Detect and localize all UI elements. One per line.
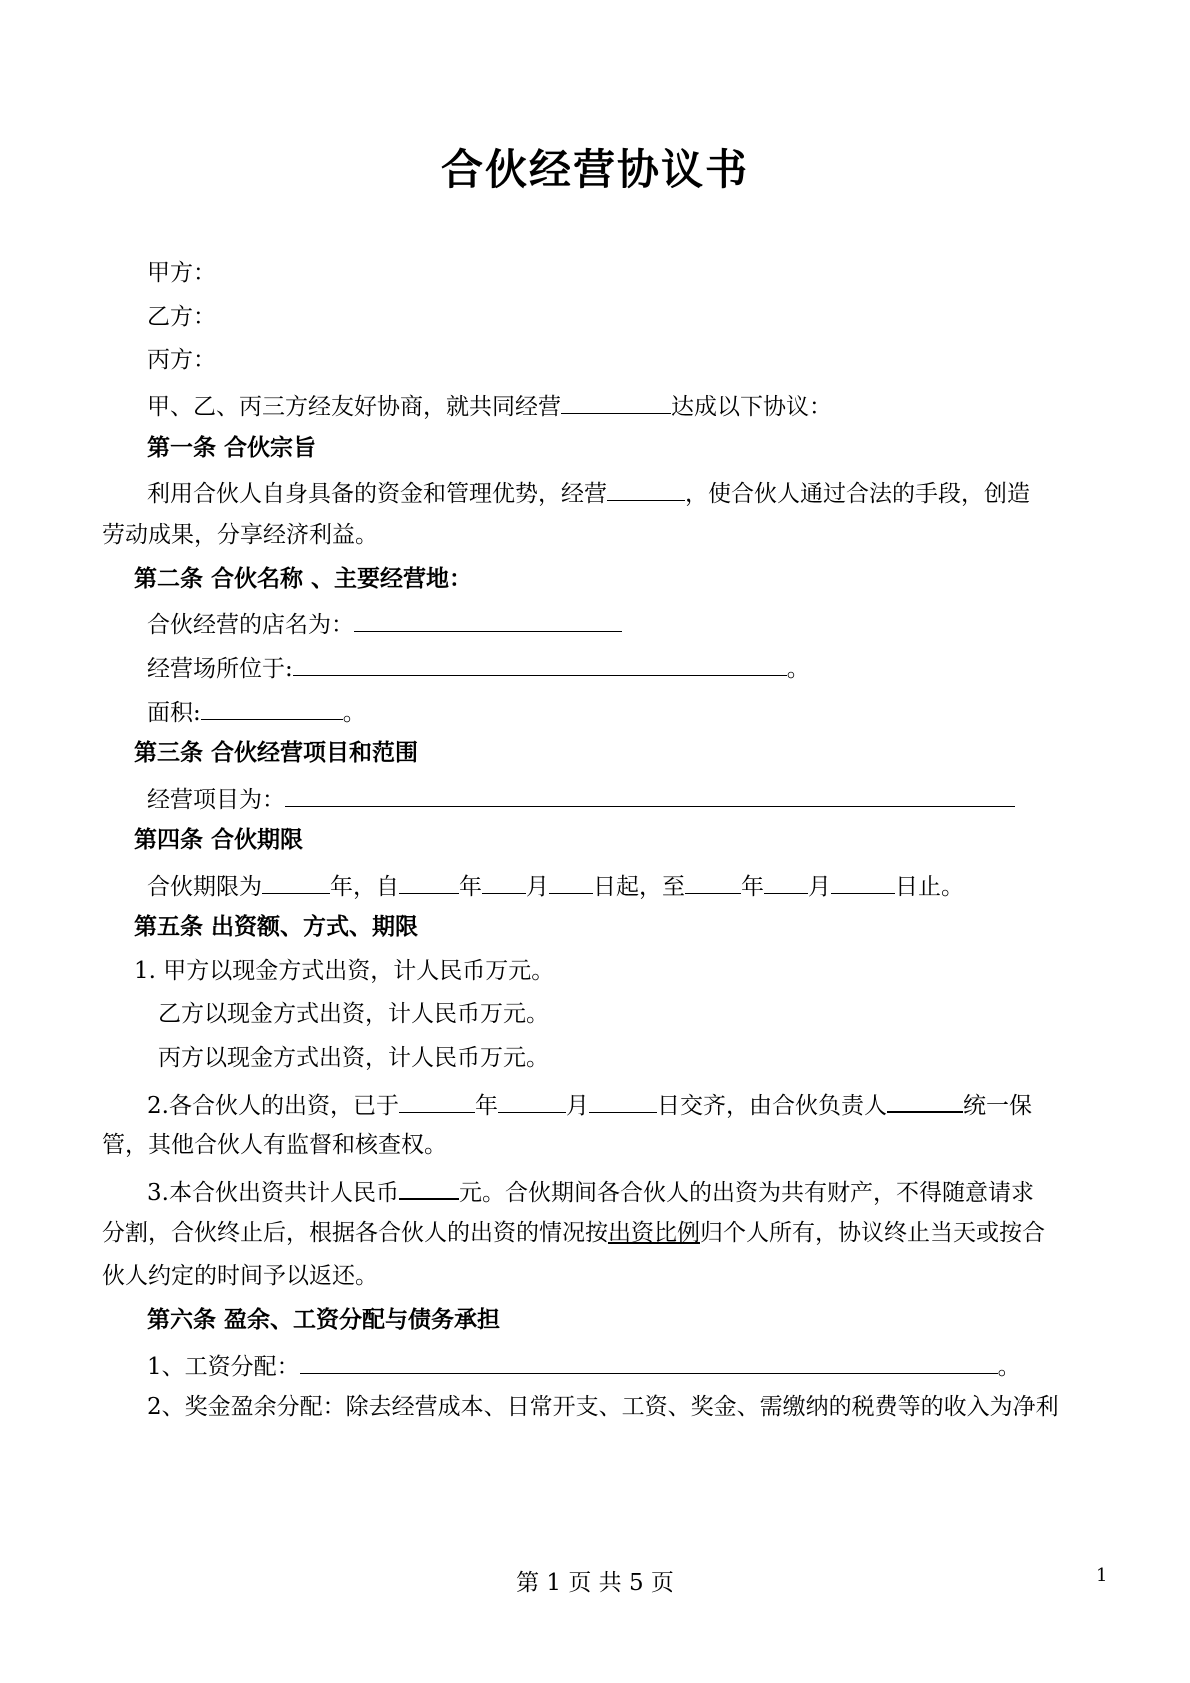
term-text-4: 月 <box>526 874 549 900</box>
intro-before: 甲、乙、丙三方经友好协商，就共同经营 <box>147 394 561 420</box>
contribution-c: 丙方以现金方式出资，计人民币万元。 <box>158 1045 549 1071</box>
term-text-1: 合伙期限为 <box>147 874 262 900</box>
payment-text-4: 日交齐，由合伙负责人 <box>656 1093 887 1119</box>
paid-year-blank <box>399 1088 475 1113</box>
term-text-7: 月 <box>808 874 831 900</box>
term-line <box>147 869 964 902</box>
capital-text-3: 分割，合伙终止后，根据各合伙人的出资的情况按 <box>102 1220 608 1246</box>
capital-line-3: 伙人约定的时间予以返还。 <box>102 1263 378 1289</box>
payment-text-5: 统一保 <box>962 1093 1032 1119</box>
paid-day-blank <box>589 1088 657 1113</box>
shop-name-blank <box>354 607 622 632</box>
contribution-a: 1. 甲方以现金方式出资，计人民币万元。 <box>134 958 555 984</box>
location-blank <box>293 651 787 676</box>
term-text-5: 日起，至 <box>593 874 685 900</box>
term-text-3: 年 <box>459 874 482 900</box>
article-1-text-before: 利用合伙人自身具备的资金和管理优势，经营 <box>147 481 607 507</box>
payment-text-2: 年 <box>474 1093 498 1119</box>
business-blank <box>561 389 671 414</box>
capital-text-4: 归个人所有，协议终止当天或按合 <box>700 1220 1045 1246</box>
payment-line-1 <box>147 1087 1032 1121</box>
article-3-heading: 第三条 合伙经营项目和范围 <box>134 740 419 766</box>
end-day-blank <box>831 869 895 894</box>
article-1-text-after: ，使合伙人通过合法的手段，创造 <box>685 481 1030 507</box>
wage-end: 。 <box>997 1354 1021 1380</box>
capital-text-1: 3.本合伙出资共计人民币 <box>147 1180 399 1206</box>
party-a-label: 甲方： <box>147 260 216 286</box>
area-label: 面积: <box>147 700 201 726</box>
business-items-line <box>147 782 1015 815</box>
end-year-blank <box>685 869 741 894</box>
article-4-heading: 第四条 合伙期限 <box>134 827 304 853</box>
term-text-8: 日止。 <box>895 874 964 900</box>
party-c-label: 丙方： <box>147 347 216 373</box>
article-1-line-1 <box>147 476 1030 509</box>
payment-text-3: 月 <box>565 1093 589 1119</box>
document-title: 合伙经营协议书 <box>440 145 749 194</box>
intro-after: 达成以下协议： <box>671 394 832 420</box>
page-number: 1 <box>1096 1565 1108 1586</box>
manager-blank <box>887 1087 963 1113</box>
shop-name-label: 合伙经营的店名为： <box>147 612 354 638</box>
location-label: 经营场所位于: <box>147 656 293 682</box>
area-end: 。 <box>342 700 366 726</box>
payment-line-2: 管，其他合伙人有监督和核查权。 <box>102 1132 447 1158</box>
article-6-heading: 第六条 盈余、工资分配与债务承担 <box>147 1307 501 1333</box>
wage-label: 1、工资分配： <box>147 1354 300 1380</box>
location-end: 。 <box>786 656 810 682</box>
business-items-label: 经营项目为： <box>147 787 285 813</box>
capital-line-1 <box>147 1174 1034 1208</box>
term-years-blank <box>262 869 330 894</box>
party-b-label: 乙方： <box>147 304 216 330</box>
area-blank <box>201 695 343 720</box>
operation-blank <box>607 476 685 501</box>
article-2-heading: 第二条 合伙名称 、主要经营地： <box>134 566 473 592</box>
business-items-blank <box>285 782 1015 807</box>
term-text-6: 年 <box>741 874 764 900</box>
payment-text-1: 2.各合伙人的出资，已于 <box>147 1093 399 1119</box>
wage-blank <box>300 1349 998 1374</box>
article-1-line-2: 劳动成果，分享经济利益。 <box>102 522 378 548</box>
capital-text-2: 元。合伙期间各合伙人的出资为共有财产，不得随意请求 <box>458 1180 1034 1206</box>
capital-line-2 <box>102 1218 1045 1248</box>
capital-amount-blank <box>399 1174 459 1200</box>
start-day-blank <box>549 869 593 894</box>
end-month-blank <box>764 869 808 894</box>
location-line <box>147 651 810 684</box>
contribution-ratio-text: 出资比例 <box>608 1220 700 1246</box>
shop-name-line <box>147 607 622 640</box>
article-1-heading: 第一条 合伙宗旨 <box>147 435 317 461</box>
page-footer: 第 1 页 共 5 页 <box>516 1570 674 1596</box>
bonus-line: 2、奖金盈余分配：除去经营成本、日常开支、工资、奖金、需缴纳的税费等的收入为净利 <box>147 1394 1059 1420</box>
wage-line <box>147 1349 1021 1382</box>
start-year-blank <box>399 869 459 894</box>
paid-month-blank <box>498 1088 566 1113</box>
intro-paragraph <box>147 389 832 422</box>
area-line <box>147 695 366 728</box>
contribution-b: 乙方以现金方式出资，计人民币万元。 <box>158 1001 549 1027</box>
term-text-2: 年，自 <box>330 874 399 900</box>
article-5-heading: 第五条 出资额、方式、期限 <box>134 914 419 940</box>
start-month-blank <box>482 869 526 894</box>
